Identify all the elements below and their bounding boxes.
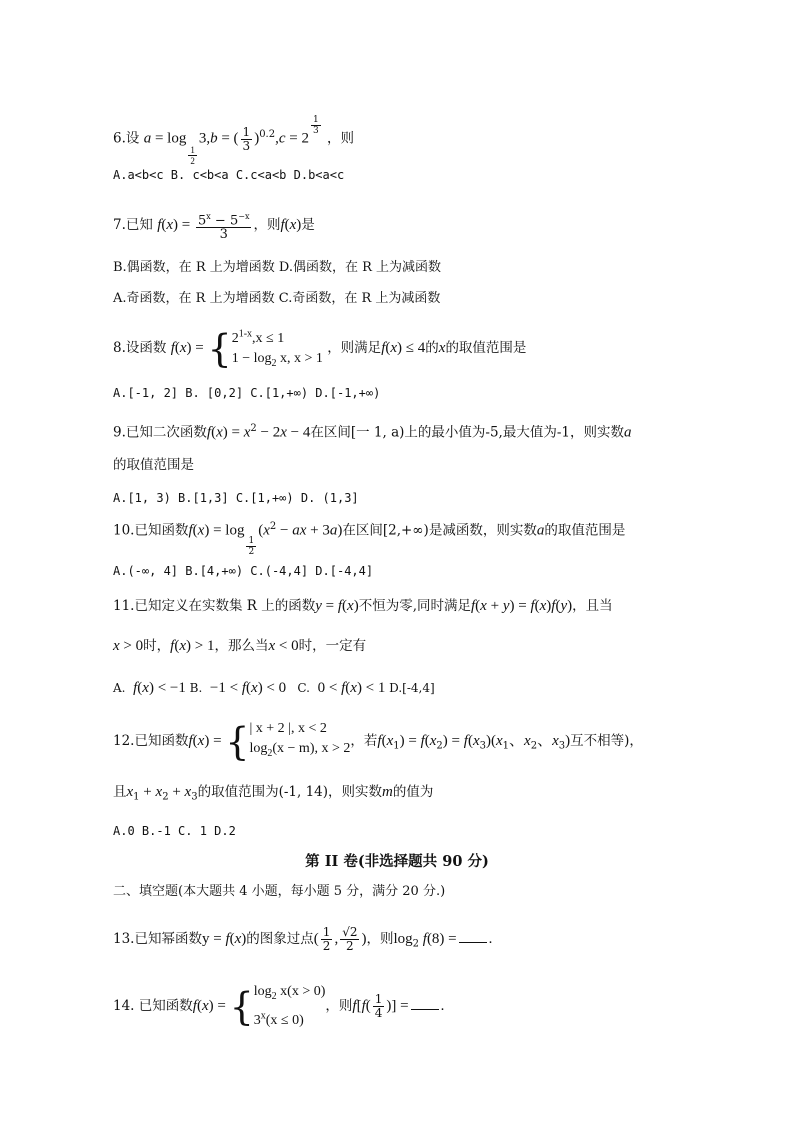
q11-tail2: ，且当 [572,598,613,614]
q8-tail: ，则满足 [327,340,382,357]
q8-tail2: 的 [425,340,439,357]
q14-tail: ，则 [325,998,353,1015]
q10-options: A.(-∞, 4] B.[4,+∞) C.(-4,4] D.[-4,4] [113,564,374,578]
question-10: 10.已知函数f(x) = log $_{\frac{1}{2}}$ ($x^2$ − ax + 3a)在区间[2,+∞)是减函数，则实数a的取值范围是 [113,521,626,558]
part-2-title: 第 II 卷(非选择题共 90 分) [305,853,489,870]
q12-line2a: 且 [113,784,127,800]
question-9: 9.已知二次函数$f(x) = x^2 - 2x - 4$在区间[一 1, a)上的最小值为-5,最大值为-1，则实数a [113,423,632,441]
q11-opt-c: C. [297,681,310,695]
q10-label: 10.已知函数 [113,522,189,539]
q10-tail2: 的取值范围是 [544,522,626,539]
q11-label: 11.已知定义在实数集 R 上的函数 [113,598,316,614]
q13-tail: 的图象过点 [246,931,314,947]
q12-line-2: 且$x_1 + x_2 + x_3$的取值范围为(-1, 14)，则实数m的值为 [113,784,434,803]
q9-options: A.[1, 3) B.[1,3] C.[1,+∞) D. (1,3] [113,491,359,505]
q12-tail: ，若 [350,732,378,749]
q13-label: 13.已知幂函数 [113,931,202,947]
q13-tail2: ，则 [366,931,394,947]
q11-line2b: ，那么当 [214,638,269,654]
q14-answer-blank[interactable] [411,1008,439,1010]
q7-label: 7.已知 [113,217,153,234]
question-8: 8.设函数 $f(x) = \{2^{1-x},x \le 1$ $1 - \log_2 x$, x > 1 ，则满足f(x) ≤ 4的x的取值范围是 [113,326,527,371]
question-12: 12.已知函数f(x) = {| x + 2 |, x < 2 $\log_2(x - m)$, x > 2，若$f(x_1) = f(x_2) = f(x_3)(x_1$、$x_2$、$x_3$)互不相等)， [113,719,643,764]
q7-line-2: A.奇函数，在 R 上为增函数 C.奇函数，在 R 上为减函数 [113,291,441,306]
q12-label: 12.已知函数 [113,732,189,749]
q11-line2a: 时， [143,638,171,654]
question-6: 6.设 a = log $_{\frac{1}{2}}$ 3,b = ( $\frac{1}{3}$ )$^{0.2}$,c = 2 $^{\frac{1}{3}}$ ，则 [113,115,355,167]
q7-line-1: B.偶函数，在 R 上为增函数 D.偶函数，在 R 上为减函数 [113,260,442,275]
q6-options: A.a<b<c B. c<b<a C.c<a<b D.b<a<c [113,168,345,182]
q9-line-2: 的取值范围是 [113,457,194,473]
question-13: 13.已知幂函数y = f(x)的图象过点( $\frac{1}{2}$ , $\frac{√2}{2}$ )，则$\log_2 f(8)$ = . [113,925,493,953]
q9-label: 9.已知二次函数 [113,424,207,441]
q9-tail: 在区间[一 1, a)上的最小值为-5,最大值为-1，则实数 [310,424,624,441]
q7-tail: ，则 [253,217,281,234]
q12-line2b: 的取值范围为(-1, 14)，则实数 [197,784,383,800]
q12-tail2: 互不相等)， [570,732,643,749]
q10-tail: 在区间[2,+∞)是减函数，则实数 [342,522,537,539]
q12-options: A.0 B.-1 C. 1 D.2 [113,824,236,838]
q8-options: A.[-1, 2] B. [0,2] C.[1,+∞) D.[-1,+∞) [113,386,381,400]
question-7: 7.已知 f(x) = $\frac{5^x - 5^{-x}}{3}$ ，则f(x)是 [113,212,315,243]
question-11: 11.已知定义在实数集 R 上的函数y = f(x)不恒为零,同时满足f(x + y) = f(x)f(y)，且当 [113,598,613,614]
section-2-heading: 二、填空题(本大题共 4 小题，每小题 5 分，满分 20 分.) [113,884,446,899]
q11-line2c: 时，一定有 [298,638,367,654]
q11-opt-b: B. [189,681,203,695]
q7-tail2: 是 [301,217,315,234]
q13-answer-blank[interactable] [459,941,487,943]
q6-tail: ，则 [327,130,355,147]
q11-line-2: x > 0时，f(x) > 1，那么当x < 0时，一定有 [113,638,367,654]
q14-label: 14. 已知函数 [113,998,193,1015]
q11-options: A. f(x) < −1 B. −1 < f(x) < 0 C. 0 < f(x) < 1 D.[-4,4] [113,680,435,696]
q11-opt-d: D.[-4,4] [389,681,435,695]
q12-line2c: 的值为 [392,784,434,800]
q11-opt-a: A. [113,681,126,695]
q8-tail3: 的取值范围是 [445,340,527,357]
question-14: 14. 已知函数$f(x) = \{\log_2$ x(x > 0) $3^x(x \le 0)$，则f[f( $\frac{1}{4}$ )] = . [113,984,445,1029]
q11-tail: 不恒为零,同时满足 [358,598,471,614]
q8-label: 8.设函数 [113,340,167,357]
q6-label: 6.设 [113,130,140,147]
